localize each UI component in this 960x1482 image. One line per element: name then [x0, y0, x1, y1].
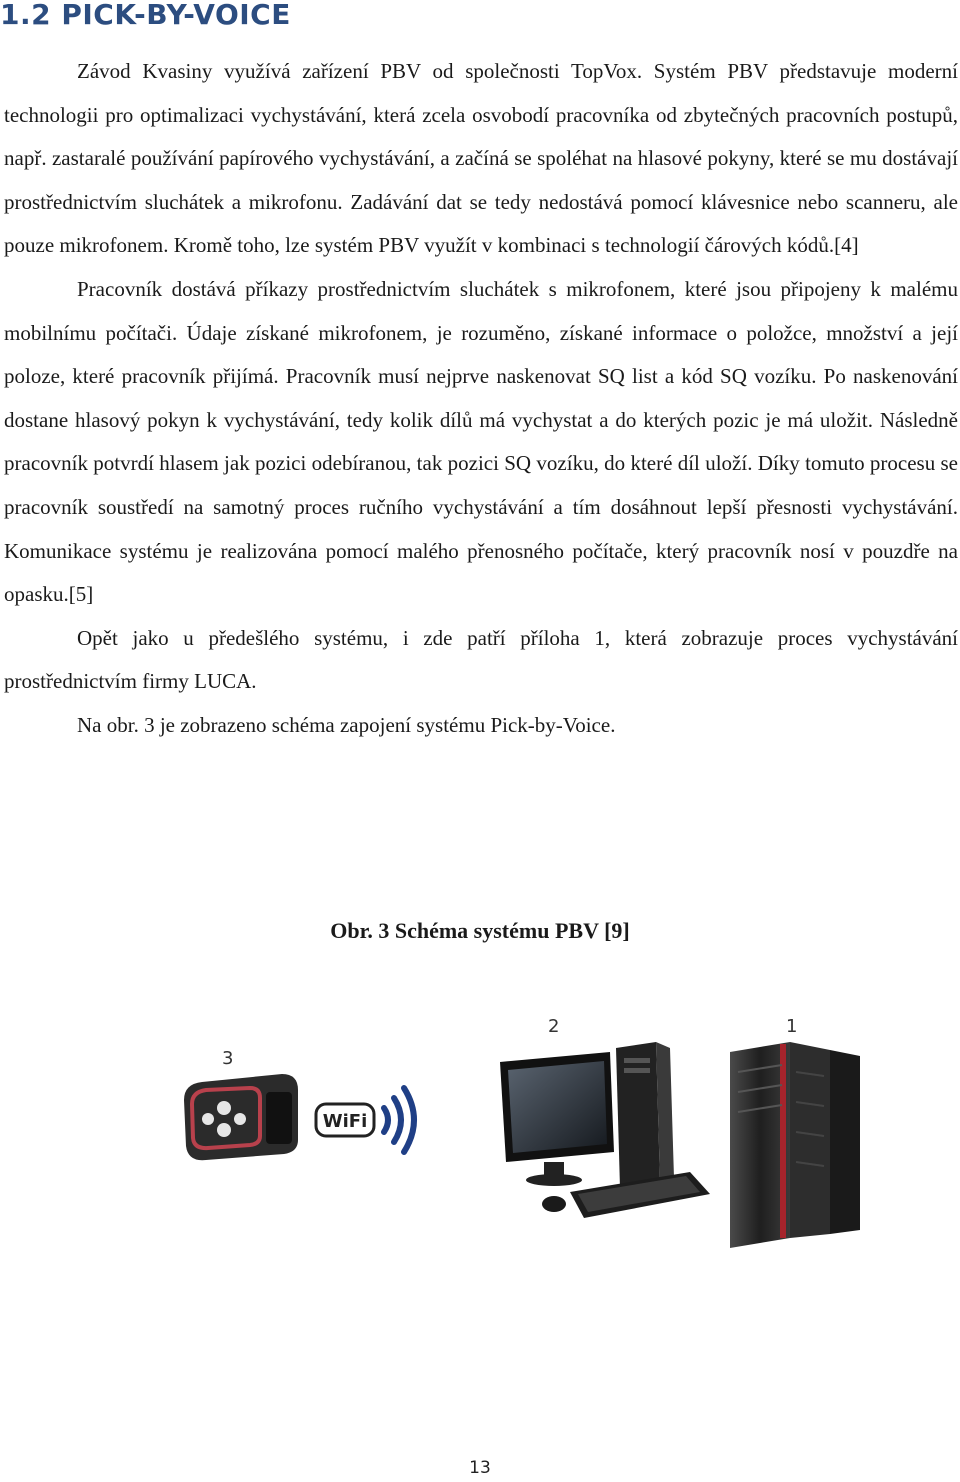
figure-caption: Obr. 3 Schéma systému PBV [9]: [330, 918, 630, 943]
paragraph: Závod Kvasiny využívá zařízení PBV od společnosti TopVox. Systém PBV představuje moderní technologii pro optimalizaci vychystávání, která zcela osvobodí pracovníka od zbytečných pracovních postupů, např. zastaralé používání papírového vychystávání, a začíná se spoléhat na hlasové pokyny, které se mu dostávají prostřednictvím sluchátek a mikrofonu. Zadávání dat se tedy nedostává pomocí klávesnice nebo scanneru, ale pouze mikrofonem. Kromě toho, lze systém PBV využít v kombinaci s technologií čárových kódů.[4]: [4, 59, 958, 258]
body-text: [4, 50, 958, 748]
desktop-computer-icon: [500, 1042, 710, 1218]
label-computer: 2: [548, 1016, 560, 1037]
label-server: 1: [786, 1016, 798, 1037]
pbv-diagram-svg: [170, 1012, 890, 1262]
page-number: 13: [469, 1458, 491, 1478]
section-heading: 1.2 PICK-BY-VOICE: [0, 0, 291, 31]
paragraph: Pracovník dostává příkazy prostřednictvím sluchátek s mikrofonem, které jsou připojeny k malému mobilnímu počítači. Údaje získané mikrofonem, je rozuměno, získané informace o položce, množství a její poloze, které pracovník přijímá. Pracovník musí nejprve naskenovat SQ list a kód SQ vozíku. Po naskenování dostane hlasový pokyn k vychystávání, tedy kolik dílů má vychystat a do kterých pozic je má uložit. Následně pracovník potvrdí hlasem jak pozici odebíranou, tak pozici SQ vozíku, do které díl uloží. Díky tomuto procesu se pracovník soustředí na samotný proces ručního vychystávání a tím dosáhnout lepší přesnosti vychystávání. Komunikace systému je realizována pomocí malého přenosného počítače, který pracovník nosí v pouzdře na opasku.[5]: [4, 276, 958, 607]
server-rack-icon: [730, 1042, 860, 1248]
wifi-logo-text: WiFi: [322, 1111, 368, 1132]
paragraph: Na obr. 3 je zobrazeno schéma zapojení systému Pick-by-Voice.: [77, 712, 616, 737]
mobile-device-icon: [184, 1074, 298, 1160]
label-device: 3: [222, 1048, 234, 1069]
pbv-system-diagram: [170, 1012, 890, 1262]
paragraph: Opět jako u předešlého systému, i zde patří příloha 1, která zobrazuje proces vychystávání prostřednictvím firmy LUCA.: [4, 625, 958, 694]
wifi-signal-icon: [384, 1088, 414, 1152]
wifi-logo-icon: [316, 1104, 374, 1136]
